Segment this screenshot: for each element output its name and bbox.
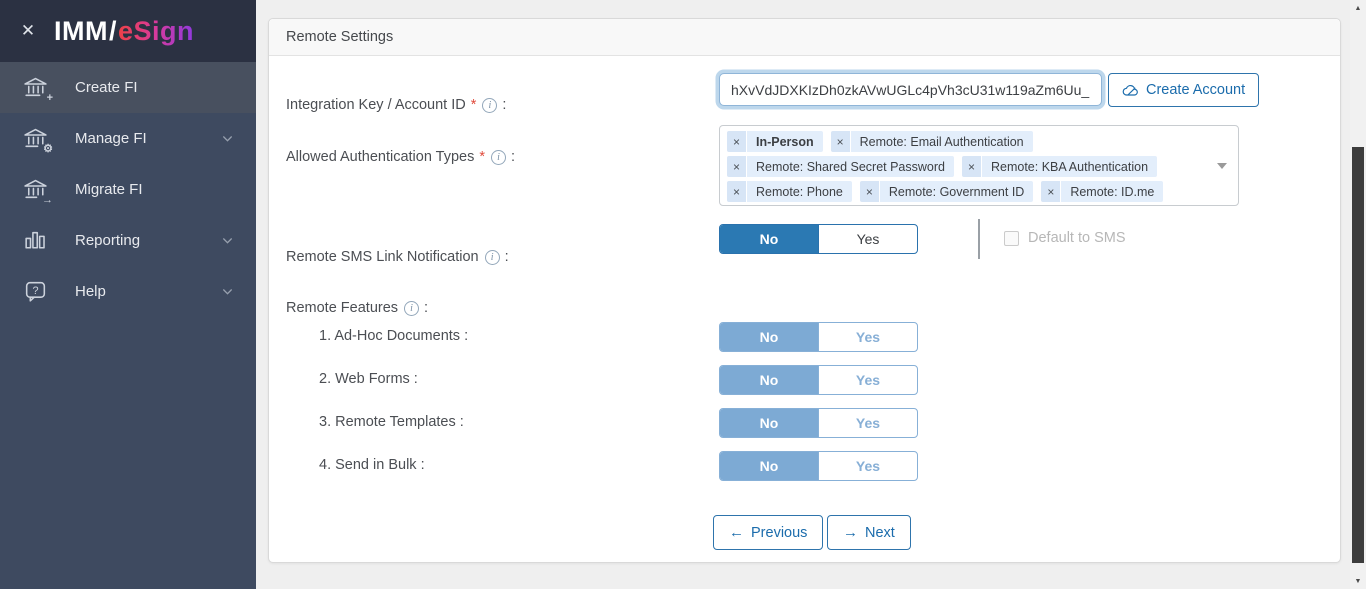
adhoc-documents-toggle <box>719 322 918 352</box>
remove-tag-icon[interactable]: × <box>727 181 747 202</box>
toggle-no[interactable]: No <box>720 225 819 253</box>
required-mark: * <box>470 97 477 113</box>
sidebar-item-label: Reporting <box>75 232 141 249</box>
next-button[interactable]: → Next <box>827 515 911 550</box>
create-account-button[interactable]: Create Account <box>1108 73 1259 107</box>
sidebar-item-label: Help <box>75 283 106 300</box>
sidebar <box>0 0 256 589</box>
bar-chart-icon <box>22 227 49 254</box>
integration-key-field <box>719 73 1102 106</box>
auth-types-label: Allowed Authentication Types * i : <box>286 149 516 165</box>
toggle-no[interactable]: No <box>720 323 819 351</box>
logo-imm: IMM <box>54 15 108 46</box>
feature-label-templates: 3. Remote Templates : <box>319 414 464 430</box>
info-icon[interactable]: i <box>482 98 497 113</box>
toggle-no[interactable]: No <box>720 409 819 437</box>
logo-slash: / <box>108 15 117 46</box>
auth-tag: × Remote: Phone <box>727 181 852 202</box>
vertical-divider <box>978 219 980 259</box>
card-header <box>269 19 1340 56</box>
vertical-scrollbar <box>1350 0 1366 589</box>
auth-tag: × Remote: Shared Secret Password <box>727 156 954 177</box>
toggle-yes[interactable]: Yes <box>856 231 880 247</box>
send-in-bulk-toggle <box>719 451 918 481</box>
app-logo <box>54 16 194 47</box>
auth-tag: × Remote: Email Authentication <box>831 131 1033 152</box>
cloud-pen-icon <box>1122 83 1139 98</box>
info-icon[interactable]: i <box>404 301 419 316</box>
page-title: Remote Settings <box>286 29 394 45</box>
svg-text:?: ? <box>32 285 39 298</box>
remove-tag-icon[interactable]: × <box>962 156 982 177</box>
sidebar-item-create-fi[interactable] <box>0 62 256 113</box>
scroll-down-icon[interactable]: ▼ <box>1354 577 1362 585</box>
sidebar-item-label: Create FI <box>75 79 138 96</box>
remote-features-label: Remote Features i : <box>286 300 429 316</box>
web-forms-toggle <box>719 365 918 395</box>
remove-tag-icon[interactable]: × <box>831 131 851 152</box>
previous-button[interactable]: ← Previous <box>713 515 823 550</box>
sidebar-item-migrate-fi[interactable] <box>0 164 256 215</box>
info-icon[interactable]: i <box>485 250 500 265</box>
chevron-down-icon <box>221 234 234 247</box>
left-arrow-icon: ← <box>729 524 744 541</box>
sidebar-item-reporting[interactable] <box>0 215 256 266</box>
sidebar-item-help[interactable] <box>0 266 256 317</box>
bank-plus-icon: + <box>22 74 49 101</box>
required-mark: * <box>479 149 486 165</box>
default-to-sms-label: Default to SMS <box>1028 230 1126 246</box>
toggle-yes[interactable]: Yes <box>855 458 881 474</box>
remote-settings-card <box>268 18 1341 563</box>
remove-tag-icon[interactable]: × <box>727 156 747 177</box>
chevron-down-icon <box>221 285 234 298</box>
default-to-sms-option <box>1004 230 1126 246</box>
scrollbar-thumb[interactable] <box>1352 147 1364 563</box>
main-content <box>256 0 1366 589</box>
auth-tag: × In-Person <box>727 131 823 152</box>
right-arrow-icon: → <box>843 524 858 541</box>
help-bubble-icon <box>22 278 49 305</box>
sms-notification-label: Remote SMS Link Notification i : <box>286 249 509 265</box>
sidebar-header <box>0 0 256 62</box>
dropdown-chevron-icon[interactable] <box>1217 163 1227 169</box>
auth-tag: × Remote: ID.me <box>1041 181 1163 202</box>
remove-tag-icon[interactable]: × <box>727 131 747 152</box>
bank-arrow-icon: → <box>22 176 49 203</box>
sidebar-item-label: Migrate FI <box>75 181 143 198</box>
toggle-yes[interactable]: Yes <box>855 329 881 345</box>
default-to-sms-checkbox[interactable] <box>1004 231 1019 246</box>
toggle-no[interactable]: No <box>720 452 819 480</box>
scroll-up-icon[interactable]: ▲ <box>1354 4 1362 12</box>
info-icon[interactable]: i <box>491 150 506 165</box>
chevron-down-icon <box>221 132 234 145</box>
toggle-yes[interactable]: Yes <box>855 415 881 431</box>
remote-templates-toggle <box>719 408 918 438</box>
close-icon[interactable]: ✕ <box>20 21 36 40</box>
remove-tag-icon[interactable]: × <box>1041 181 1061 202</box>
auth-tag: × Remote: Government ID <box>860 181 1033 202</box>
logo-esign: eSign <box>118 15 195 46</box>
auth-tag: × Remote: KBA Authentication <box>962 156 1157 177</box>
auth-types-multiselect[interactable] <box>719 125 1239 206</box>
integration-key-input[interactable] <box>720 74 1101 105</box>
toggle-yes[interactable]: Yes <box>855 372 881 388</box>
sms-notification-toggle <box>719 224 918 254</box>
feature-label-adhoc: 1. Ad-Hoc Documents : <box>319 328 469 344</box>
integration-key-label: Integration Key / Account ID * i : <box>286 97 507 113</box>
sidebar-item-manage-fi[interactable] <box>0 113 256 164</box>
remove-tag-icon[interactable]: × <box>860 181 880 202</box>
feature-label-webforms: 2. Web Forms : <box>319 371 418 387</box>
feature-label-bulk: 4. Send in Bulk : <box>319 457 425 473</box>
bank-gear-icon: ⚙ <box>22 125 49 152</box>
toggle-no[interactable]: No <box>720 366 819 394</box>
sidebar-item-label: Manage FI <box>75 130 147 147</box>
